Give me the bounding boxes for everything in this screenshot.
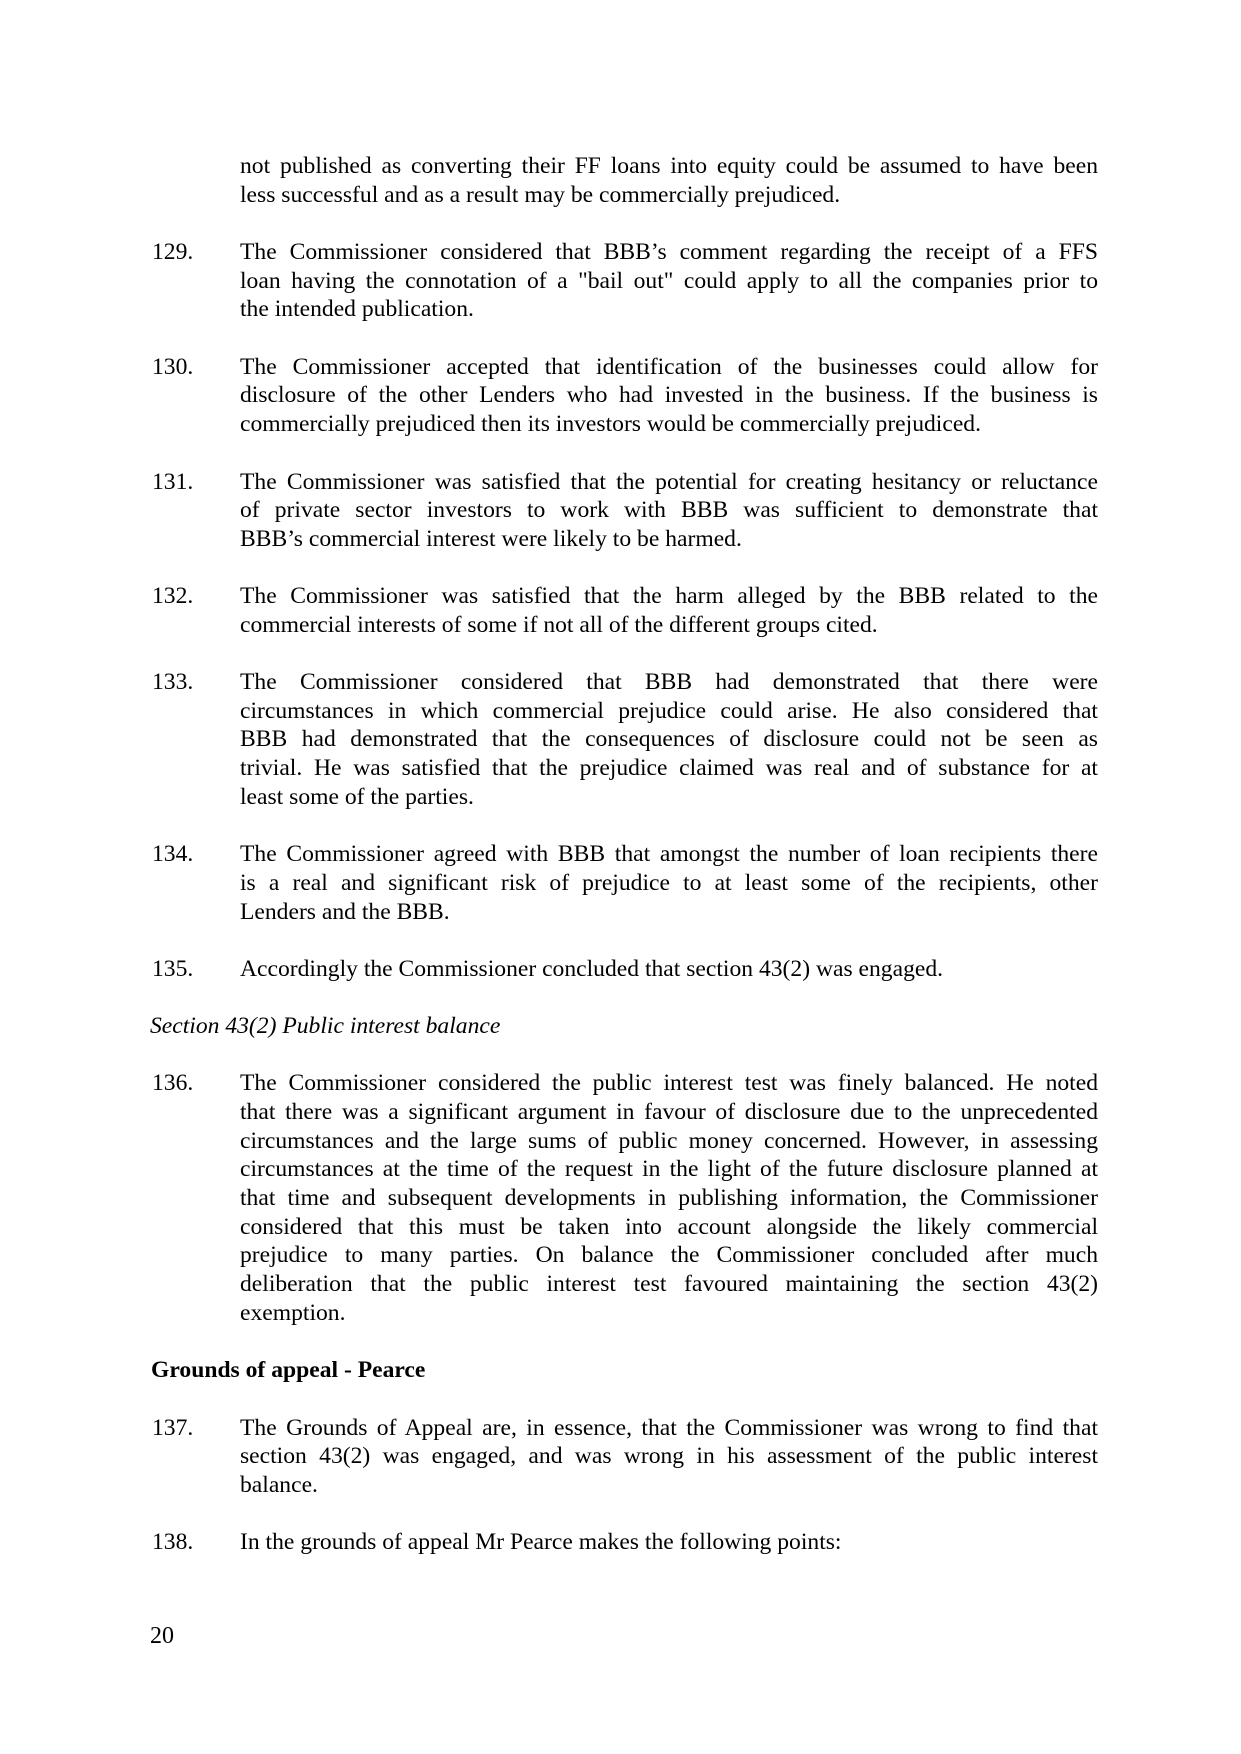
section-heading: Section 43(2) Public interest balance — [150, 1013, 501, 1039]
paragraph-line: balance. — [240, 1472, 318, 1498]
paragraph-number: 135. — [152, 956, 194, 982]
paragraph-line: The Grounds of Appeal are, in essence, that the Commissioner was wrong to find that — [240, 1415, 1098, 1441]
paragraph-number: 131. — [152, 469, 194, 495]
paragraph-number: 130. — [152, 354, 194, 380]
paragraph-line: circumstances in which commercial prejudice could arise. He also considered that — [240, 698, 1098, 724]
paragraph-line: the intended publication. — [240, 296, 474, 322]
paragraph-line: of private sector investors to work with BBB was sufficient to demonstrate that — [240, 497, 1098, 523]
paragraph-line: The Commissioner agreed with BBB that amongst the number of loan recipients there — [240, 841, 1098, 867]
paragraph-number: 133. — [152, 669, 194, 695]
paragraph-number: 134. — [152, 841, 194, 867]
paragraph-line: Accordingly the Commissioner concluded that section 43(2) was engaged. — [240, 956, 944, 982]
paragraph-line: BBB’s commercial interest were likely to be harmed. — [240, 526, 742, 552]
paragraph-line: The Commissioner was satisfied that the harm alleged by the BBB related to the — [240, 583, 1098, 609]
paragraph-line: loan having the connotation of a "bail out" could apply to all the companies prior to — [240, 268, 1098, 294]
paragraph-number: 137. — [152, 1415, 194, 1441]
paragraph-line: that there was a significant argument in favour of disclosure due to the unprecedented — [240, 1099, 1098, 1125]
paragraph-line: The Commissioner accepted that identification of the businesses could allow for — [240, 354, 1098, 380]
paragraph-line: circumstances at the time of the request in the light of the future disclosure planned at — [240, 1156, 1098, 1182]
paragraph-line: circumstances and the large sums of public money concerned. However, in assessing — [240, 1128, 1098, 1154]
paragraph-line: deliberation that the public interest test favoured maintaining the section 43(2) — [240, 1271, 1098, 1297]
paragraph-line: exemption. — [240, 1300, 346, 1326]
paragraph-number: 129. — [152, 239, 194, 265]
paragraph-line: considered that this must be taken into account alongside the likely commercial — [240, 1214, 1098, 1240]
paragraph-line: that time and subsequent developments in publishing information, the Commissioner — [240, 1185, 1098, 1211]
paragraph-line: commercially prejudiced then its investors would be commercially prejudiced. — [240, 411, 982, 437]
paragraph-line: The Commissioner considered that BBB had demonstrated that there were — [240, 669, 1098, 695]
paragraph-line: BBB had demonstrated that the consequences of disclosure could not be seen as — [240, 726, 1098, 752]
paragraph-number: 138. — [152, 1529, 194, 1555]
paragraph-number: 136. — [152, 1070, 194, 1096]
paragraph-line: commercial interests of some if not all of the different groups cited. — [240, 612, 878, 638]
paragraph-line: trivial. He was satisfied that the prejudice claimed was real and of substance for at — [240, 755, 1098, 781]
paragraph-number: 132. — [152, 583, 194, 609]
paragraph-line: disclosure of the other Lenders who had invested in the business. If the business is — [240, 382, 1098, 408]
paragraph-line: is a real and significant risk of prejudice to at least some of the recipients, other — [240, 870, 1098, 896]
paragraph-line: The Commissioner was satisfied that the potential for creating hesitancy or reluctance — [240, 469, 1098, 495]
grounds-heading: Grounds of appeal - Pearce — [151, 1357, 426, 1383]
paragraph-line: prejudice to many parties. On balance the Commissioner concluded after much — [240, 1242, 1098, 1268]
paragraph-line: not published as converting their FF loans into equity could be assumed to have been — [240, 153, 1098, 179]
paragraph-line: section 43(2) was engaged, and was wrong in his assessment of the public interest — [240, 1443, 1098, 1469]
page-number: 20 — [150, 1623, 174, 1649]
paragraph-line: Lenders and the BBB. — [240, 899, 450, 925]
paragraph-line: In the grounds of appeal Mr Pearce makes the following points: — [240, 1529, 842, 1555]
paragraph-line: The Commissioner considered that BBB’s comment regarding the receipt of a FFS — [240, 239, 1098, 265]
paragraph-line: less successful and as a result may be commercially prejudiced. — [240, 182, 841, 208]
paragraph-line: least some of the parties. — [240, 784, 474, 810]
paragraph-line: The Commissioner considered the public interest test was finely balanced. He noted — [240, 1070, 1098, 1096]
